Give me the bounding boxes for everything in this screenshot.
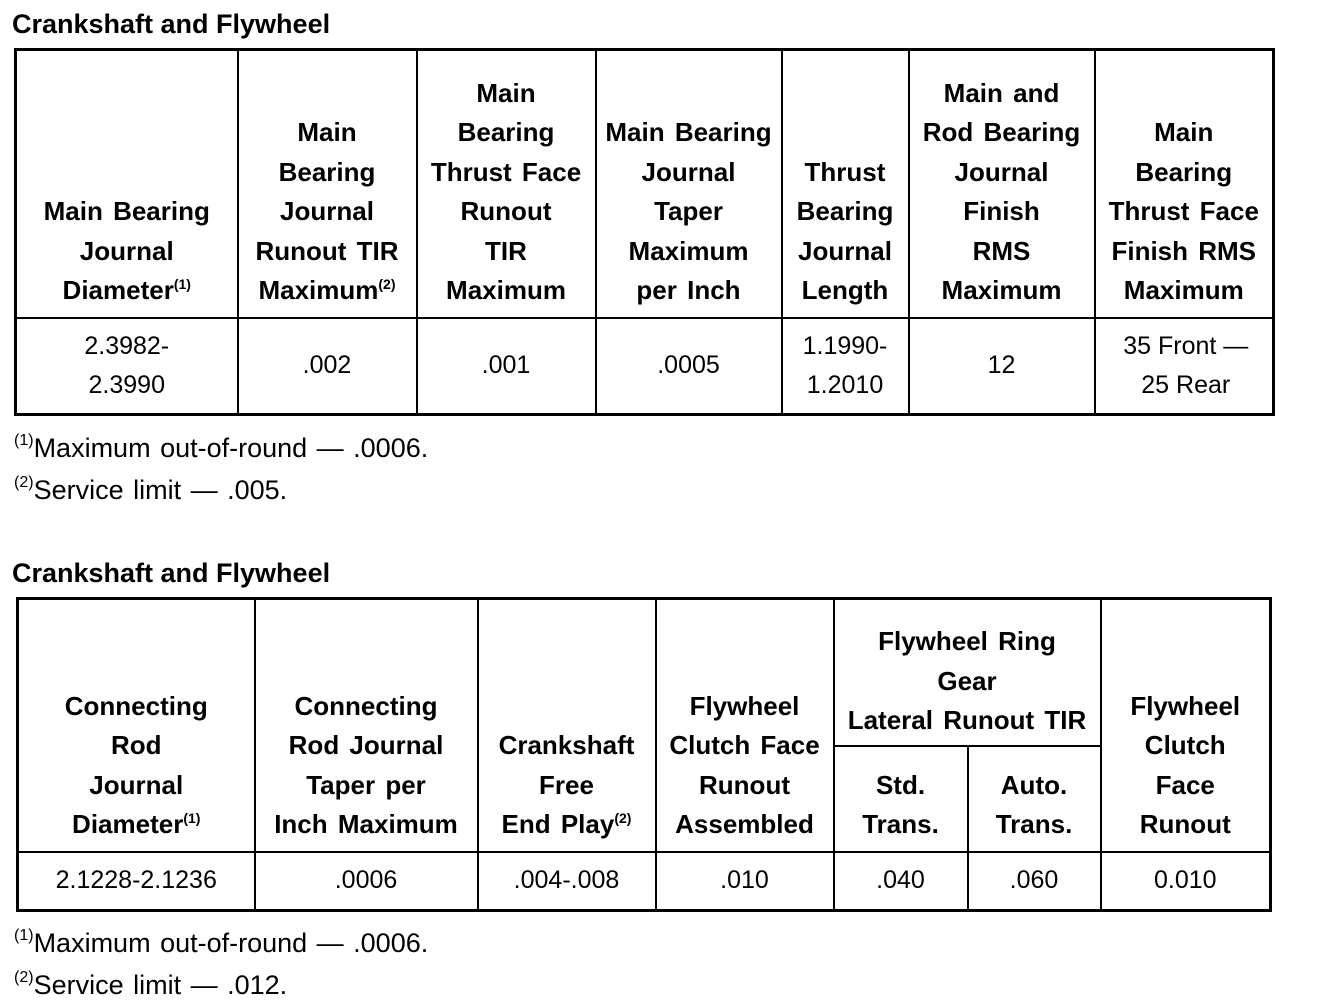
footnote-text: Maximum out-of-round — .0006.	[33, 928, 429, 958]
header-line: TIR	[485, 235, 527, 266]
header-line: Runout	[699, 769, 790, 800]
value-journal-finish-rms	[909, 318, 1095, 415]
header-line: Inch Maximum	[274, 809, 458, 839]
header-line: Bearing	[278, 156, 376, 187]
header-line: Journal	[798, 235, 892, 266]
value-rod-journal-taper: .0006	[255, 852, 478, 911]
value-line: 35 Front —	[1123, 331, 1249, 360]
value-line: 1.2010	[806, 370, 884, 399]
header-line: Maximum	[628, 235, 749, 266]
footnote-text: Service limit — .012.	[33, 970, 288, 1000]
value-line: .002	[302, 351, 352, 380]
header-clutch-face-runout-assembled	[656, 599, 834, 852]
header-line: Free	[539, 769, 594, 800]
table1-value-row	[16, 318, 1274, 415]
header-crankshaft-free-end-play	[478, 599, 656, 852]
header-line: Journal	[79, 235, 174, 266]
header-line: Thrust Face	[1108, 196, 1259, 226]
header-line: Journal	[954, 156, 1049, 187]
header-line: Diameter$^{(1)}$	[62, 275, 191, 305]
header-rod-journal-diameter	[18, 599, 255, 852]
header-ring-gear-lateral-runout	[834, 599, 1101, 746]
header-line: Crankshaft	[498, 730, 635, 760]
value-thrust-bearing-journal-length	[782, 318, 909, 415]
header-line: Runout	[1139, 809, 1231, 839]
header-thrust-bearing-journal-length	[782, 50, 909, 318]
header-line: Trans.	[862, 809, 939, 839]
table2-footnote-2	[14, 970, 287, 1000]
value-crankshaft-free-end-play: .004-.008	[478, 852, 656, 911]
header-line: Auto.	[1000, 769, 1068, 800]
header-main-bearing-journal-diameter	[16, 50, 238, 318]
header-line: Main	[1154, 117, 1214, 147]
value-line: 25 Rear	[1141, 370, 1231, 399]
table1-footnote-1	[14, 433, 428, 463]
header-line: Maximum	[1123, 275, 1244, 305]
value-std-trans: .040	[834, 852, 968, 911]
value-line: 2.3990	[88, 370, 165, 399]
header-line: Main Bearing	[605, 117, 772, 147]
header-auto-trans	[968, 746, 1101, 852]
header-line: Runout TIR	[255, 235, 399, 266]
table2-value-row	[18, 852, 1271, 911]
header-line: Maximum	[941, 275, 1062, 305]
header-line: Rod	[110, 730, 162, 760]
header-line: Main Bearing	[43, 196, 210, 226]
header-line: Flywheel	[1130, 690, 1241, 721]
header-line: Face	[1155, 769, 1215, 800]
header-line: Journal	[280, 196, 374, 226]
header-line: End Play$^{(2)}$	[501, 809, 632, 839]
footnote-text: Service limit — .005.	[33, 475, 288, 505]
header-line: Std.	[875, 769, 926, 800]
footnote-marker: (2)	[14, 474, 34, 491]
header-line: Thrust	[804, 156, 886, 187]
header-line: Flywheel	[689, 690, 800, 721]
header-line: Trans.	[995, 809, 1073, 839]
header-line: RMS	[972, 235, 1031, 266]
crankshaft-spec-table-1	[14, 48, 1275, 416]
header-line: Connecting	[294, 690, 438, 721]
footnote-marker: (1)	[173, 276, 191, 292]
header-line: Connecting	[64, 690, 208, 721]
value-main-bearing-journal-diameter	[16, 318, 238, 415]
header-line: per Inch	[636, 275, 741, 305]
header-line: Taper	[654, 196, 723, 226]
header-line: Runout	[460, 196, 552, 226]
header-line: Thrust Face	[430, 156, 582, 187]
table2-footnote-1	[14, 928, 428, 958]
header-line: Bearing	[457, 117, 555, 147]
header-line: Main	[476, 77, 536, 108]
header-flywheel-clutch-face-runout	[1101, 599, 1271, 852]
header-journal-finish-rms	[909, 50, 1095, 318]
header-line: Assembled	[675, 809, 814, 839]
footnote-marker: (2)	[14, 969, 34, 986]
value-auto-trans: .060	[968, 852, 1101, 911]
header-line: Bearing	[796, 196, 894, 226]
header-line: Lateral Runout TIR	[847, 705, 1087, 735]
table1-header-row	[16, 50, 1274, 318]
header-line: Finish	[963, 196, 1040, 226]
value-line: 1.1990-	[802, 331, 888, 360]
footnote-marker: (1)	[14, 432, 34, 449]
table1-title: Crankshaft and Flywheel	[12, 9, 331, 39]
value-clutch-face-runout-assembled: .010	[656, 852, 834, 911]
header-journal-taper	[596, 50, 782, 318]
header-line: Main and	[943, 77, 1060, 108]
footnote-text: Maximum out-of-round — .0006.	[33, 433, 429, 463]
header-line: Journal	[89, 769, 184, 800]
header-line: Length	[801, 275, 889, 305]
header-thrust-face-runout	[417, 50, 596, 318]
header-main-bearing-journal-runout	[238, 50, 417, 318]
header-thrust-face-finish-rms	[1095, 50, 1274, 318]
footnote-marker: (1)	[14, 927, 34, 944]
header-line: Gear	[937, 665, 997, 696]
value-journal-taper	[596, 318, 782, 415]
value-flywheel-clutch-face-runout: 0.010	[1101, 852, 1271, 911]
header-line: Rod Journal	[288, 730, 444, 760]
value-line: 12	[987, 351, 1016, 380]
value-line: .001	[481, 351, 531, 380]
header-line: Maximum$^{(2)}$	[258, 275, 396, 305]
header-line: Diameter$^{(1)}$	[72, 809, 201, 839]
table2-header-row-top	[18, 599, 1271, 746]
table1-footnote-2	[14, 475, 287, 505]
header-line: Clutch	[1144, 730, 1226, 760]
header-line: Clutch Face	[669, 730, 820, 760]
footnote-marker: (2)	[378, 276, 396, 292]
header-std-trans	[834, 746, 968, 852]
header-line: Journal	[641, 156, 736, 187]
header-line: Main	[297, 117, 357, 147]
header-line: Finish RMS	[1111, 235, 1257, 266]
table2-title: Crankshaft and Flywheel	[12, 558, 331, 588]
header-line: Rod Bearing	[922, 117, 1081, 147]
value-line: .0005	[657, 351, 720, 380]
footnote-marker: (1)	[183, 810, 201, 826]
footnote-marker: (2)	[614, 810, 632, 826]
value-line: 2.3982-	[84, 331, 170, 360]
value-rod-journal-diameter: 2.1228-2.1236	[18, 852, 255, 911]
header-line: Flywheel Ring	[878, 626, 1056, 656]
crankshaft-spec-table-2	[16, 597, 1272, 912]
header-line: Bearing	[1135, 156, 1233, 187]
header-rod-journal-taper	[255, 599, 478, 852]
header-line: Taper per	[306, 769, 426, 800]
value-thrust-face-finish-rms	[1095, 318, 1274, 415]
value-main-bearing-journal-runout	[238, 318, 417, 415]
value-thrust-face-runout	[417, 318, 596, 415]
header-line: Maximum	[446, 275, 566, 305]
